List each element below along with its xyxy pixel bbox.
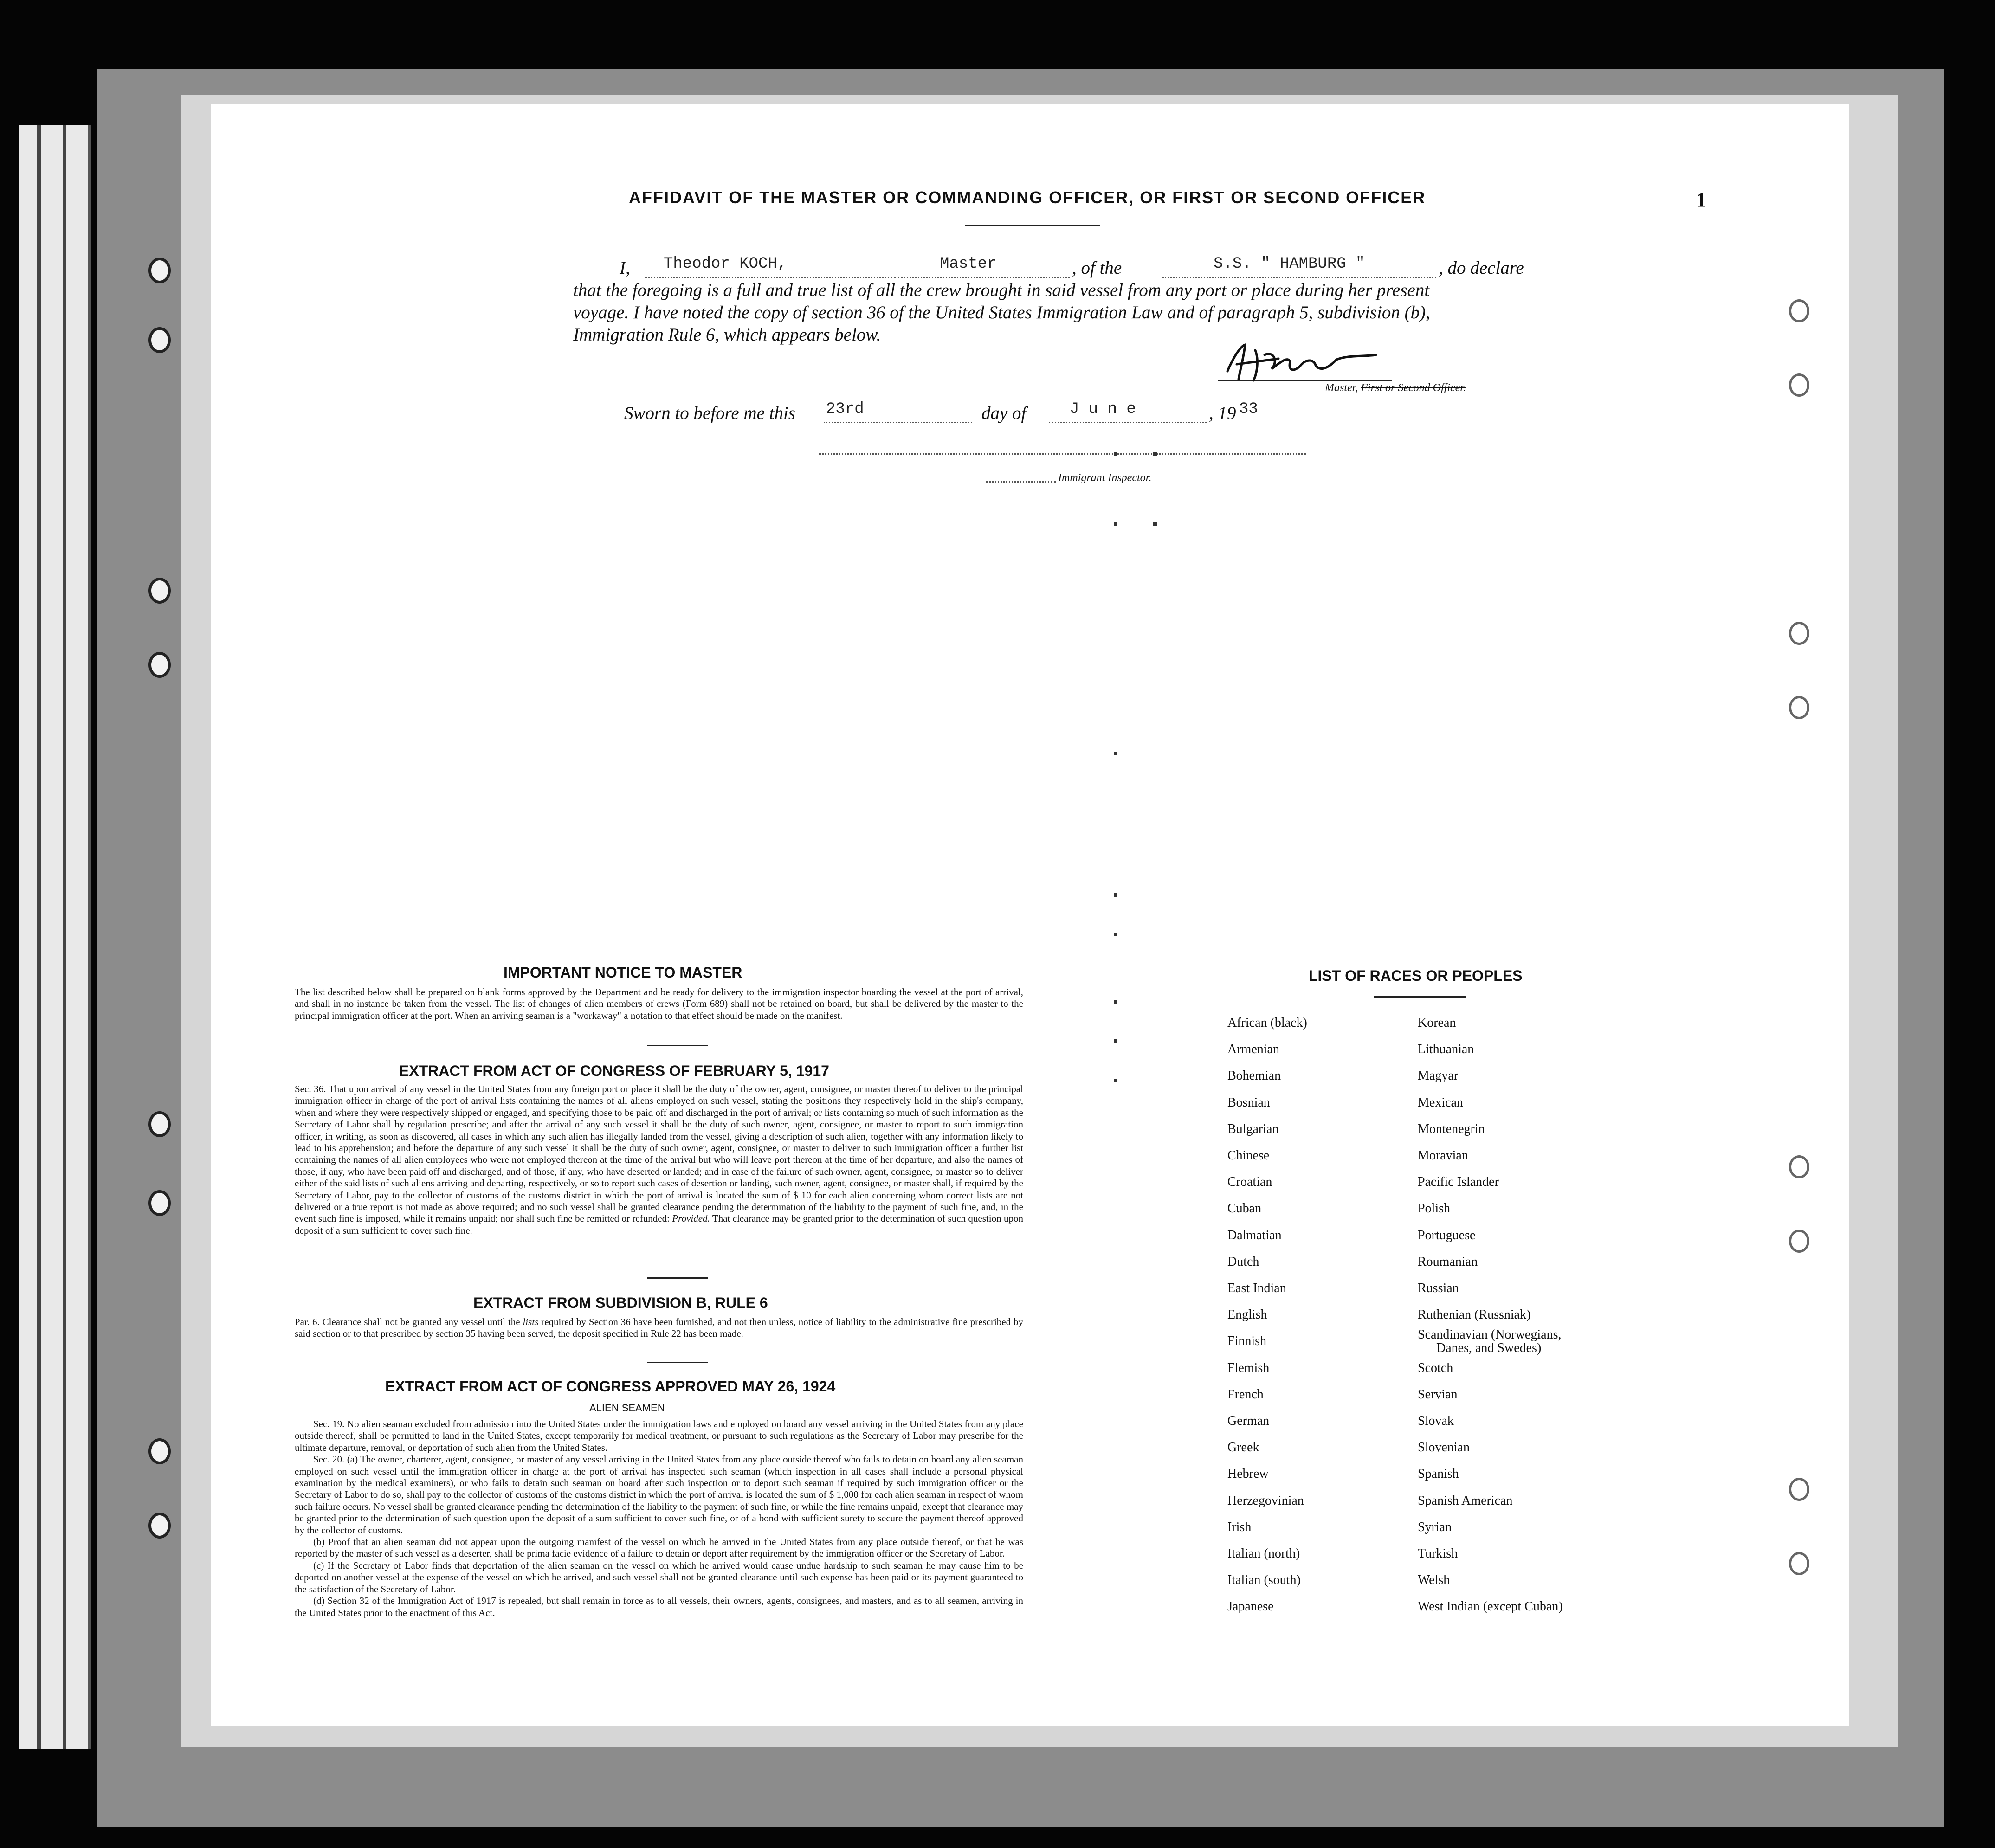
act-1917-body-end: That clearance may be granted prior to the determination of such question upon deposit of a sum sufficient to cover such fine.: [295, 1213, 1024, 1236]
act-1917-rule: [647, 1277, 708, 1279]
act-1917-proviso: Provided.: [672, 1213, 710, 1224]
act-1917-body: Sec. 36. That upon arrival of any vessel in the United States from any foreign port or place it shall be the duty of the owner, agent, consignee, or master thereof to deliver to the principal immigration officer in charge of the port of arrival lists containing the names of all aliens employed on such vessel, stating the positions they respectively hold in the ship's company, when and where they were respectively shipped or engaged, and specifying those to be paid off and discharged in the port of arrival; or lists containing so much of such information as the Secretary of Labor shall by regulation prescribe; and after the arrival of any such vessel it shall be the duty of such owner, agent, consignee, or master to report to such immigration officer, in writing, as soon as discovered, all cases in which any such alien has illegally landed from the vessel, giving a description of such alien, together with any information likely to lead to his apprehension; and before the departure of any such vessel it shall be the duty of such owner, agent, consignee, or master to deliver to such immigration officer a further list containing the names of all alien employees who were not employed thereon at the time of the arrival but who will leave port thereon at the time of her departure, and also the names of those, if any, who have been paid off and discharged, and of those, if any, who have deserted or landed; and in case of the failure of such owner, agent, consignee, or master so to deliver either of the said lists of such aliens arriving and departing, respectively, or so to report such cases of desertion or landing, such owner, agent, consignee, or master shall, if required by the Secretary of Labor, pay to the collector of customs of the customs district in which the port of arrival is located the sum of $ 10 for each alien concerning whom correct lists are not delivered or a true report is not made as above required; and no such vessel shall be granted clearance pending the determination of the liability to the payment of such fine, and, in the event such fine is imposed, while it remains unpaid; nor shall such fine be remitted or refunded:: [295, 1083, 1023, 1224]
month-field: [1049, 422, 1207, 423]
binder-hole: [148, 1111, 171, 1137]
race-item: Herzegovinian: [1227, 1493, 1304, 1508]
act-1924-paragraph: Sec. 19. No alien seaman excluded from admission into the United States under the immigration laws and employed on board any vessel arriving in the United States from any place outside thereof, shall be permitted to land in the United States, except temporarily for medical treatment, or pursuant to such regulations as the Secretary of Labor may prescribe for the ultimate departure, removal, or deportation of such alien from the United States.: [295, 1418, 1023, 1453]
page-hole: [1789, 696, 1809, 719]
race-item: Italian (south): [1227, 1573, 1301, 1588]
act-1924-body: [295, 1418, 1023, 1619]
master-name-field: [645, 277, 896, 278]
page-number: 1: [1696, 188, 1706, 211]
page-hole: [1789, 1478, 1809, 1501]
tick-mark: [1114, 452, 1117, 456]
race-item: Bohemian: [1227, 1069, 1281, 1083]
binder-hole: [148, 258, 171, 283]
act-1924-paragraph: (b) Proof that an alien seaman did not appear upon the outgoing manifest of the vessel on which he arrived in the United States from any place outside thereof, or that he was reported by the master of such vessel as a deserter, shall be prima facie evidence of a failure to detain or deport after requirement by the immigration officer or the Secretary of Labor.: [295, 1536, 1023, 1559]
tick-mark: [1114, 1000, 1117, 1004]
page-hole: [1789, 373, 1809, 397]
rule6-heading: EXTRACT FROM SUBDIVISION B, RULE 6: [473, 1294, 768, 1311]
race-item: Syrian: [1418, 1520, 1452, 1534]
race-item: Turkish: [1418, 1546, 1458, 1561]
race-item: Hebrew: [1227, 1467, 1269, 1481]
binder-hole: [148, 1513, 171, 1539]
race-item: Irish: [1227, 1520, 1252, 1534]
master-name: Theodor KOCH,: [664, 255, 787, 273]
day-of-label: day of: [981, 403, 1027, 423]
do-declare-label: , do declare: [1439, 258, 1524, 278]
tick-mark: [1153, 522, 1157, 526]
rule6-text: [295, 1316, 1023, 1340]
race-item: Lithuanian: [1418, 1042, 1474, 1057]
race-item: English: [1227, 1307, 1267, 1322]
act-1924-heading: EXTRACT FROM ACT OF CONGRESS APPROVED MAY 26, 1924: [385, 1378, 836, 1395]
sworn-day: 23rd: [826, 400, 864, 418]
race-item: African (black): [1227, 1016, 1307, 1030]
binder-hole: [148, 327, 171, 353]
page-hole: [1789, 1230, 1809, 1253]
race-item: Bulgarian: [1227, 1121, 1279, 1136]
sworn-month: J u n e: [1070, 400, 1136, 418]
race-item: Dalmatian: [1227, 1228, 1282, 1243]
vessel-field: [1162, 277, 1436, 278]
race-item: Scandinavian (Norwegians,: [1418, 1327, 1562, 1342]
caption-struck: First or Second Officer.: [1361, 382, 1466, 394]
inspector-field: [819, 453, 1306, 455]
notice-rule: [647, 1045, 708, 1046]
race-item: West Indian (except Cuban): [1418, 1599, 1563, 1614]
race-item: Greek: [1227, 1440, 1259, 1455]
races-column-2: [1418, 1010, 1563, 1620]
race-item: Spanish: [1418, 1467, 1459, 1481]
race-item-continuation: Danes, and Swedes): [1436, 1341, 1542, 1356]
rule6-rule: [647, 1362, 708, 1363]
race-item: Servian: [1418, 1387, 1458, 1402]
race-item: Russian: [1418, 1281, 1459, 1296]
rule6-body: Par. 6. Clearance shall not be granted any vessel until the: [295, 1316, 520, 1327]
sworn-prefix: Sworn to before me this: [624, 403, 796, 423]
signature-caption: [1325, 382, 1466, 394]
notice-heading: IMPORTANT NOTICE TO MASTER: [504, 964, 742, 981]
race-item: Armenian: [1227, 1042, 1279, 1057]
races-rule: [1374, 996, 1466, 998]
page-hole: [1789, 299, 1809, 322]
race-item: Dutch: [1227, 1254, 1259, 1269]
act-1924-paragraph: (d) Section 32 of the Immigration Act of 1917 is repealed, but shall remain in force as to all vessels, their owners, agents, consignees, and masters, and as to all seamen, arriving in the United States prior to the enactment of this Act.: [295, 1595, 1023, 1618]
race-item: Chinese: [1227, 1148, 1270, 1163]
tick-mark: [1114, 933, 1117, 936]
vessel-name: S.S. " HAMBURG ": [1214, 255, 1365, 273]
race-item: Mexican: [1418, 1095, 1463, 1110]
race-item: Polish: [1418, 1201, 1451, 1216]
race-item: Italian (north): [1227, 1546, 1300, 1561]
race-item: Flemish: [1227, 1360, 1270, 1375]
race-item: Roumanian: [1418, 1254, 1478, 1269]
race-item: Portuguese: [1418, 1228, 1476, 1243]
tick-mark: [1114, 752, 1117, 755]
inspector-caption: Immigrant Inspector.: [1058, 472, 1152, 484]
binder-hole: [148, 652, 171, 678]
race-item: East Indian: [1227, 1281, 1286, 1296]
declaration-i: I,: [620, 258, 630, 278]
act-1924-subheading: ALIEN SEAMEN: [589, 1402, 665, 1414]
document-page: [211, 104, 1849, 1726]
year-prefix: , 19: [1209, 403, 1236, 423]
rank-field: [898, 277, 1070, 278]
race-item: German: [1227, 1414, 1270, 1429]
race-item: Scotch: [1418, 1360, 1453, 1375]
tick-mark: [1114, 1039, 1117, 1043]
rule6-body-end: required by Section 36 have been furnished, and not then unless, notice of liability to the administrative fine prescribed by said section or to that prescribed by section 35 having been served, the deposit specified in Rule 22 has been made.: [295, 1316, 1023, 1339]
race-item: Pacific Islander: [1418, 1175, 1499, 1190]
page-hole: [1789, 1155, 1809, 1178]
race-item: French: [1227, 1387, 1264, 1402]
tick-mark: [1153, 452, 1157, 456]
tick-mark: [1114, 522, 1117, 526]
declaration-line-4: Immigration Rule 6, which appears below.: [573, 325, 881, 345]
binder-hole: [148, 578, 171, 604]
race-item: Croatian: [1227, 1175, 1272, 1190]
races-column-1: [1227, 1010, 1307, 1620]
caption-master: Master,: [1325, 382, 1358, 394]
page-hole: [1789, 622, 1809, 645]
race-item: Slovenian: [1418, 1440, 1470, 1455]
race-item: Welsh: [1418, 1573, 1450, 1588]
inspector-field-short: [986, 481, 1056, 483]
race-item: Montenegrin: [1418, 1121, 1485, 1136]
day-field: [824, 422, 972, 423]
tick-mark: [1114, 1079, 1117, 1082]
master-rank: Master: [940, 255, 997, 273]
race-item: Magyar: [1418, 1069, 1459, 1083]
race-item-multiline: [1418, 1328, 1563, 1354]
race-item: Spanish American: [1418, 1493, 1513, 1508]
act-1924-paragraph: (c) If the Secretary of Labor finds that deportation of the alien seaman on the vessel on which he arrived would cause undue hardship to such seaman he may cause him to be deported on another vessel at the expense of the vessel on which he arrived, and such vessel shall not be granted clearance until such expense has been paid or its payment guaranteed to the satisfaction of the Secretary of Labor.: [295, 1559, 1023, 1595]
notice-text: The list described below shall be prepared on blank forms approved by the Department and be ready for delivery to the immigration inspector boarding the vessel at the port of arrival, and shall in no instance be taken from the vessel. The list of changes of alien members of crews (Form 689) shall not be retained on board, but shall be delivered by the master to the principal immigration officer at the port. When an arriving seaman is a "workaway" a notation to that effect should be made on the manifest.: [295, 986, 1023, 1021]
year-suffix: 33: [1239, 400, 1258, 418]
race-item: Korean: [1418, 1016, 1456, 1030]
race-item: Moravian: [1418, 1148, 1468, 1163]
race-item: Ruthenian (Russniak): [1418, 1307, 1531, 1322]
act-1917-text: [295, 1083, 1023, 1236]
act-1924-paragraph: Sec. 20. (a) The owner, charterer, agent, consignee, or master of any vessel arriving in the United States from any place outside thereof who fails to detain on board any alien seaman employed on such vessel until the immigration officer in charge at the port of arrival has inspected such seaman (which inspection in all cases shall include a personal physical examination by the medical examiners), or who fails to detain such seaman on board after such inspection or to deport such seaman if required by such immigration officer or the Secretary of Labor to do so, shall pay to the collector of customs of the customs district in which the port of arrival is located the sum of $ 1,000 for each alien seaman in respect of whom such failure occurs. No vessel shall be granted clearance pending the determination of the liability to the payment of such fine, or while the fine remains unpaid, except that clearance may be granted prior to the determination of such question upon the deposit of a sum sufficient to cover such fine, or of a bond with sufficient surety to secure the payment thereof approved by the collector of customs.: [295, 1454, 1023, 1536]
declaration-line-2: that the foregoing is a full and true list of all the crew brought in said vessel from any port or place during her present: [573, 280, 1430, 300]
page-hole: [1789, 1552, 1809, 1575]
of-the-label: , of the: [1072, 258, 1122, 278]
races-heading: LIST OF RACES OR PEOPLES: [1309, 967, 1523, 984]
race-item: Bosnian: [1227, 1095, 1270, 1110]
act-1917-heading: EXTRACT FROM ACT OF CONGRESS OF FEBRUARY 5, 1917: [399, 1062, 829, 1079]
declaration-line-3: voyage. I have noted the copy of section 36 of the United States Immigration Law and of paragraph 5, subdivision (b),: [573, 303, 1430, 322]
race-item: Finnish: [1227, 1334, 1267, 1349]
binder-hole: [148, 1190, 171, 1216]
race-item: Japanese: [1227, 1599, 1274, 1614]
race-item: Slovak: [1418, 1414, 1454, 1429]
rule6-lists: lists: [523, 1316, 539, 1327]
race-item: Cuban: [1227, 1201, 1262, 1216]
left-page-strip: [19, 125, 91, 1749]
affidavit-title: AFFIDAVIT OF THE MASTER OR COMMANDING OFFICER, OR FIRST OR SECOND OFFICER: [629, 188, 1426, 207]
binder-hole: [148, 1438, 171, 1464]
tick-mark: [1114, 893, 1117, 897]
title-rule: [965, 225, 1100, 226]
